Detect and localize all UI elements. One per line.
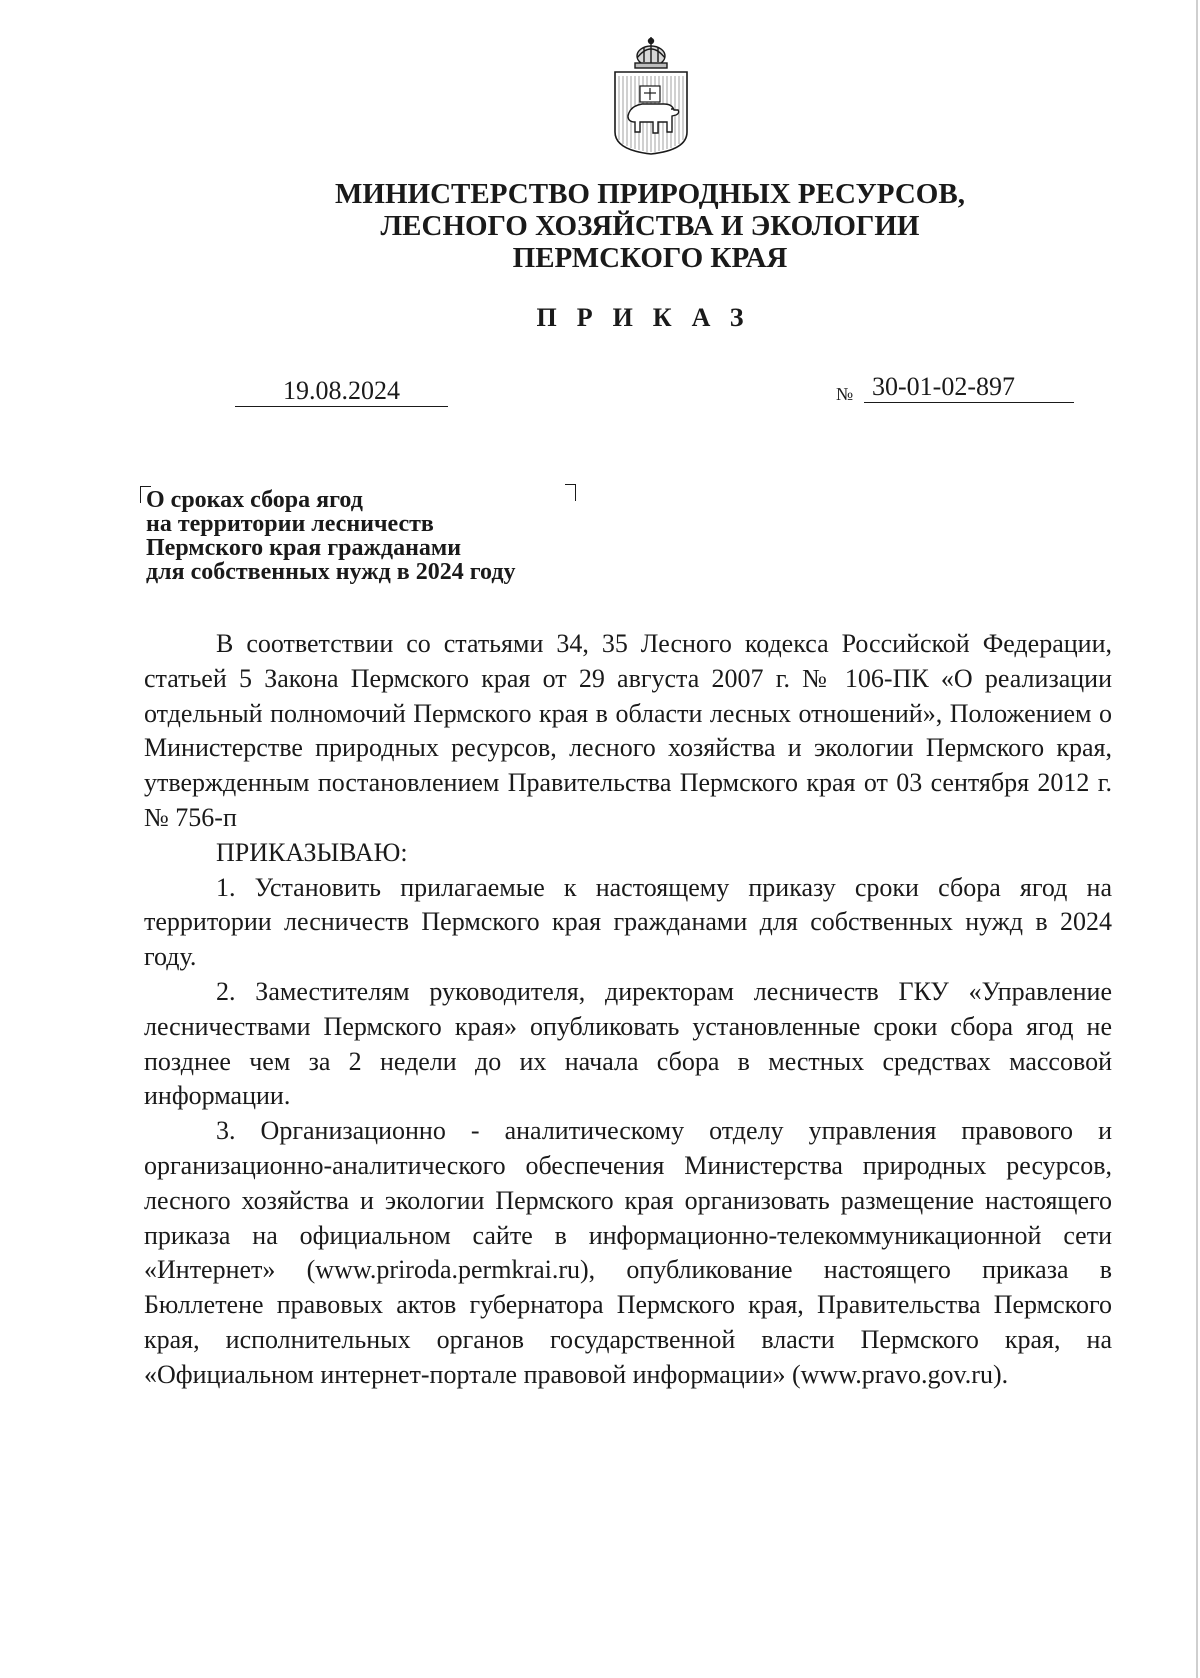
subject-bracket-right bbox=[565, 484, 576, 501]
document-body bbox=[144, 627, 1112, 1393]
subject-line: на территории лесничеств bbox=[146, 511, 434, 537]
subject-line: О сроках сбора ягод bbox=[146, 487, 363, 513]
order-item-2: 2. Заместителям руководителя, директорам лесничеств ГКУ «Управление лесничествами Пермского края» опубликовать установленные сроки сбора ягод не позднее чем за 2 недели до их начала сбора в местных средствах массовой информации. bbox=[144, 976, 1112, 1111]
order-word: ПРИКАЗЫВАЮ: bbox=[216, 837, 408, 867]
document-date: 19.08.2024 bbox=[235, 376, 448, 407]
document-number: 30-01-02-897 bbox=[864, 372, 1074, 403]
number-sign: № bbox=[836, 384, 854, 404]
crown-icon bbox=[635, 37, 667, 68]
ministry-line: ПЕРМСКОГО КРАЯ bbox=[512, 242, 788, 274]
subject-line: для собственных нужд в 2024 году bbox=[146, 559, 516, 585]
document-type-title: ПРИКАЗ bbox=[536, 303, 764, 332]
page-edge bbox=[1196, 0, 1198, 1678]
order-item-3: 3. Организационно - аналитическому отделу управления правового и организационно-аналитического обеспечения Министерства природных ресурсов, лесного хозяйства и экологии Пермского края организовать размещение настоящего приказа на официальном сайте в информационно-телекоммуникационной сети «Интернет» (www.priroda.permkrai.ru), опубликование настоящего приказа в Бюллетене правовых актов губернатора Пермского края, Правительства Пермского края, исполнительных органов государственной власти Пермского края, на «Официальном интернет-портале правовой информации» (www.pravo.gov.ru). bbox=[144, 1116, 1112, 1389]
subject-line: Пермского края гражданами bbox=[146, 535, 462, 561]
order-item-1: 1. Установить прилагаемые к настоящему приказу сроки сбора ягод на территории лесничеств Пермского края гражданами для собственных нужд в 2024 году. bbox=[144, 872, 1112, 972]
ministry-line: ЛЕСНОГО ХОЗЯЙСТВА И ЭКОЛОГИИ bbox=[380, 210, 920, 242]
ministry-name bbox=[200, 178, 1100, 274]
shield-icon bbox=[615, 72, 687, 154]
ministry-line: МИНИСТЕРСТВО ПРИРОДНЫХ РЕСУРСОВ, bbox=[335, 178, 965, 210]
document-subject bbox=[146, 488, 515, 584]
preamble-paragraph: В соответствии со статьями 34, 35 Лесного кодекса Российской Федерации, статьей 5 Закона Пермского края от 29 августа 2007 г. № 106-ПК «О реализации отдельный полномочий Пермского края в области лесных отношений», Положением о Министерстве природных ресурсов, лесного хозяйства и экологии Пермского края, утвержденным постановлением Правительства Пермского края от 03 сентября 2012 г. № 756-п bbox=[144, 629, 1112, 832]
coat-of-arms-emblem bbox=[610, 36, 692, 156]
